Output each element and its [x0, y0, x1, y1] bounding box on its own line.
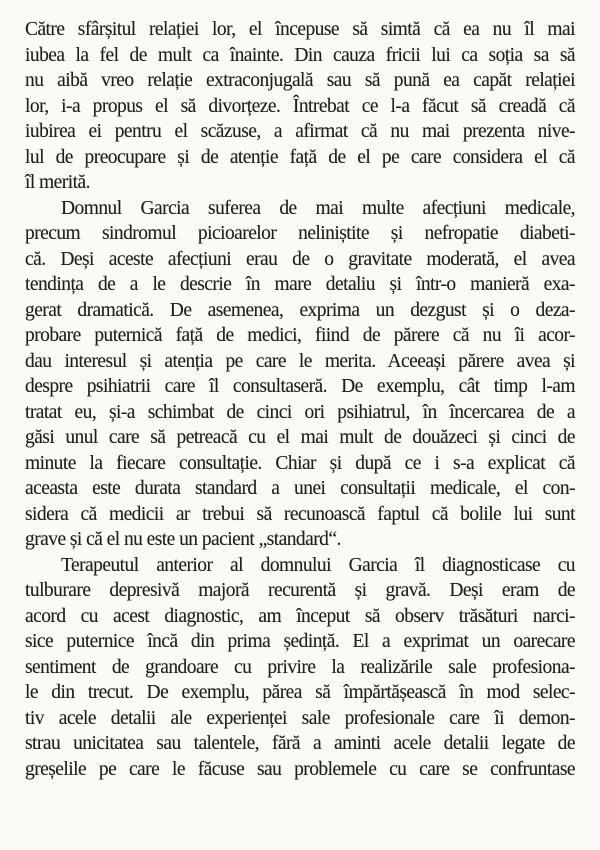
text-line: că. Deși aceste afecțiuni erau de o gravitate moderată, el avea: [25, 248, 575, 270]
text-line: gerat dramatică. De asemenea, exprima un dezgust și o deza-: [25, 299, 575, 321]
text-line: Terapeutul anterior al domnului Garcia îl diagnosticase cu: [61, 554, 575, 576]
text-line: greșelile pe care le făcuse sau problemele cu care se confruntase: [25, 758, 575, 780]
text-line: sice puternice încă din prima ședință. El a exprimat un oarecare: [25, 631, 575, 652]
text-line: probare puternică față de medici, fiind de părere că nu îi acor-: [25, 325, 575, 346]
text-line: iubirea ei pentru el scăzuse, a afirmat că nu mai prezenta nive-: [25, 121, 575, 142]
text-line: tulburare depresivă majoră recurentă și gravă. Deși eram de: [25, 580, 575, 601]
text-line: le din trecut. De exemplu, părea să împărtășească în mod selec-: [25, 682, 575, 703]
text-line: lul de preocupare și de atenție față de el pe care considera el că: [25, 146, 575, 168]
text-line: acord cu acest diagnostic, am început să observ trăsături narci-: [25, 605, 575, 627]
text-line: găsi unul care să petreacă cu el mai mult de douăzeci și cinci de: [25, 427, 575, 448]
text-line: minute la fiecare consultație. Chiar și după ce i s-a explicat că: [25, 452, 575, 474]
text-line: aceasta este durata standard a unei consultații medicale, el con-: [25, 478, 575, 499]
text-line: tendința de a le descrie în mare detaliu și într-o manieră exa-: [25, 274, 575, 295]
text-line: nu aibă vreo relație extraconjugală sau să pună ea capăt relației: [25, 70, 575, 91]
text-line: despre psihiatrii care îl consultaseră. De exemplu, cât timp l-am: [25, 376, 575, 397]
text-line: tratat eu, și-a schimbat de cinci ori psihiatrul, în încercarea de a: [25, 401, 575, 423]
text-line: tiv acele detalii ale experienței sale profesionale care îi demon-: [25, 707, 575, 729]
text-line: sidera că medicii ar trebui să recunoască faptul că bolile lui sunt: [25, 503, 575, 525]
text-line: îl merită.: [25, 172, 90, 193]
text-line: iubea la fel de mult ca înainte. Din cauza fricii lui ca soția sa să: [25, 44, 575, 66]
paragraph: [25, 553, 575, 783]
paragraph: [25, 196, 575, 553]
paragraph: [25, 17, 575, 196]
text-line: Către sfârșitul relației lor, el începuse să simtă că ea nu îl mai: [25, 19, 575, 40]
text-line: dau interesul și atenția pe care le merita. Aceeași părere avea și: [25, 350, 575, 372]
text-line: sentiment de grandoare cu privire la realizările sale profesiona-: [25, 656, 575, 678]
text-line: lor, i-a propus el să divorțeze. Întrebat ce l-a făcut să creadă că: [25, 95, 575, 117]
text-line: grave și că el nu este un pacient „standard“.: [25, 529, 341, 550]
text-line: strau unicitatea sau talentele, fără a aminti acele detalii legate de: [25, 733, 575, 754]
page-text: [25, 17, 575, 782]
text-line: precum sindromul picioarelor neliniștite și nefropatie diabeti-: [25, 223, 575, 244]
text-line: Domnul Garcia suferea de mai multe afecțiuni medicale,: [61, 197, 575, 219]
